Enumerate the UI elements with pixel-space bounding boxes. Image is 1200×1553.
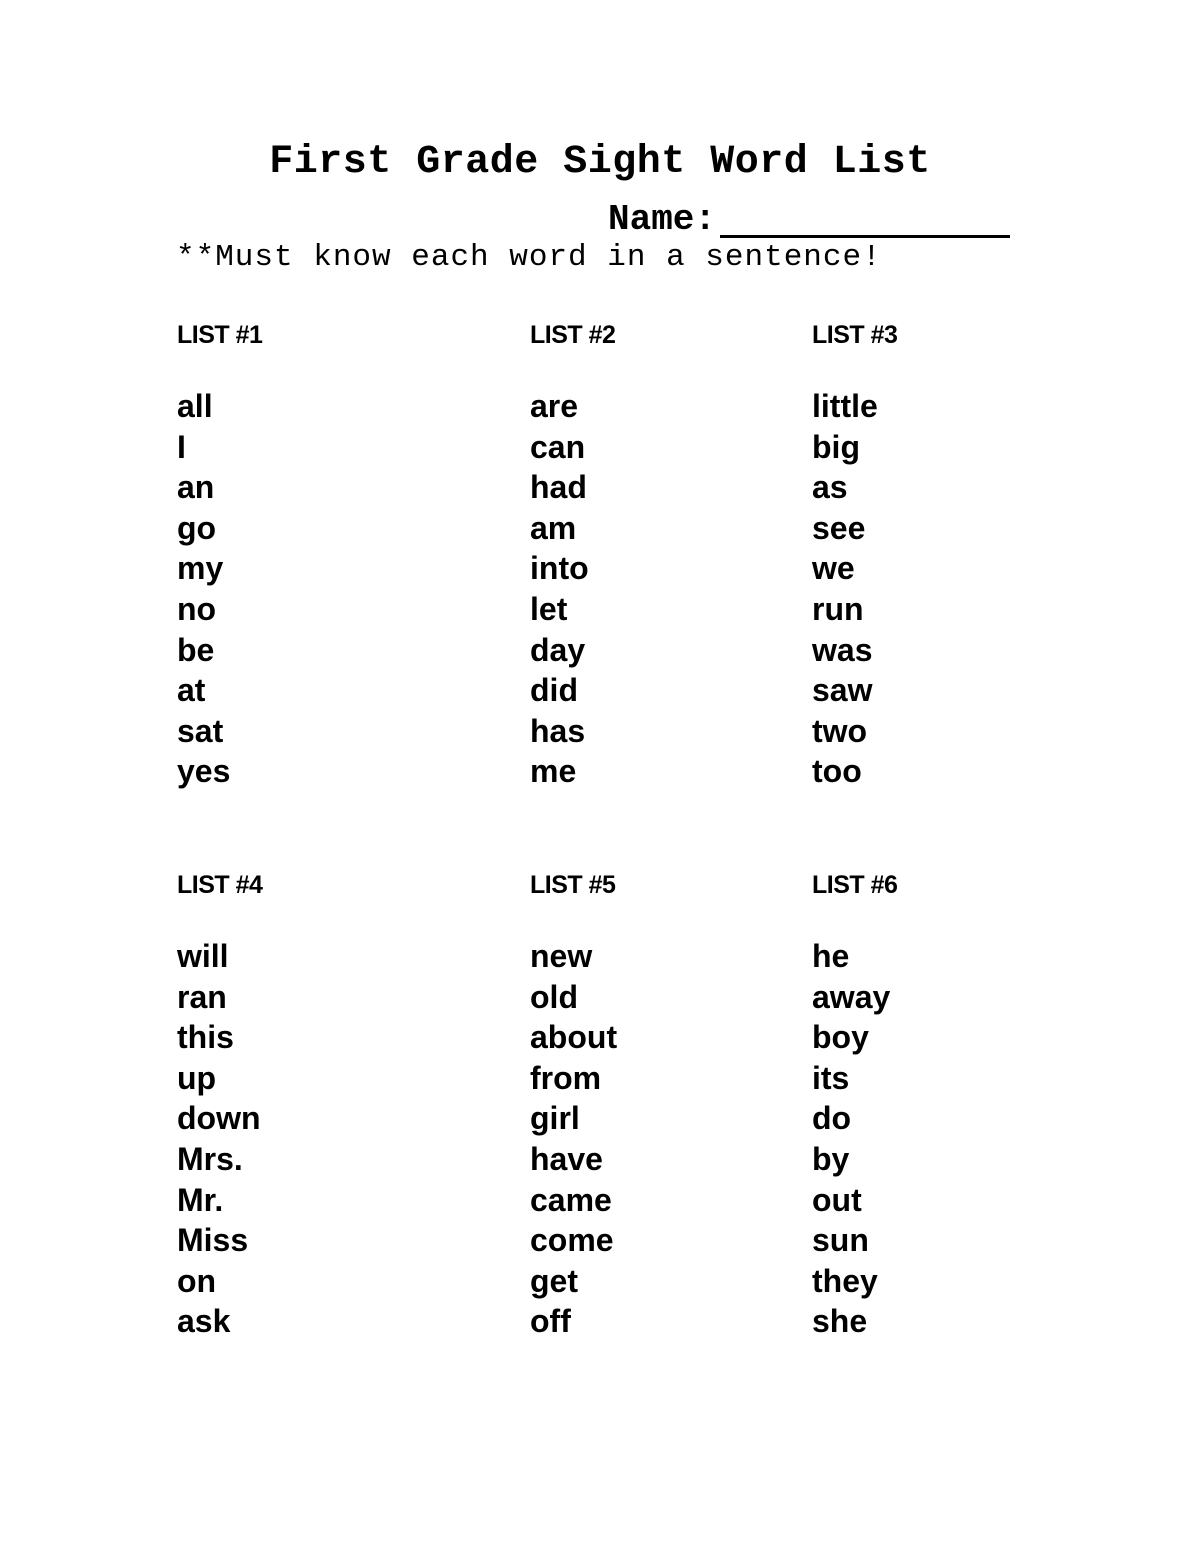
list-item: ask: [177, 1303, 231, 1340]
list-item: be: [177, 631, 215, 668]
list-item: this: [177, 1019, 234, 1056]
word-items: [812, 386, 897, 792]
list-title: LIST #5: [530, 871, 616, 899]
list-item: no: [177, 590, 217, 627]
word-list-3: [812, 320, 897, 792]
word-list-4: [177, 870, 262, 1342]
name-label: Name:: [608, 199, 717, 240]
list-item: as: [812, 469, 848, 506]
word-items: [812, 936, 897, 1342]
list-item: go: [177, 509, 217, 546]
list-item: at: [177, 672, 206, 709]
list-item: yes: [177, 753, 231, 790]
list-item: let: [530, 590, 568, 627]
list-item: Mrs.: [177, 1140, 243, 1177]
list-item: will: [177, 938, 229, 974]
list-item: come: [530, 1222, 614, 1259]
list-item: by: [812, 1140, 850, 1177]
list-item: do: [812, 1100, 852, 1137]
list-item: new: [530, 938, 593, 974]
list-item: was: [812, 631, 873, 668]
word-items: [530, 386, 615, 792]
list-title: LIST #6: [812, 871, 898, 899]
list-item: we: [812, 550, 855, 587]
list-item: little: [812, 388, 878, 424]
list-item: she: [812, 1303, 868, 1340]
instruction-text: **Must know each word in a sentence!: [176, 240, 882, 275]
list-item: too: [812, 753, 862, 790]
list-item: have: [530, 1140, 603, 1177]
list-item: sun: [812, 1222, 869, 1259]
list-item: me: [530, 753, 577, 790]
list-item: down: [177, 1100, 261, 1137]
list-item: two: [812, 712, 868, 749]
word-list-5: [530, 870, 617, 1342]
list-item: away: [812, 978, 891, 1015]
list-item: girl: [530, 1100, 580, 1137]
list-title: LIST #3: [812, 321, 898, 349]
list-item: my: [177, 550, 224, 587]
word-list-1: [177, 320, 262, 792]
list-item: about: [530, 1019, 618, 1056]
word-items: [530, 936, 617, 1342]
list-item: had: [530, 469, 587, 506]
word-list-2: [530, 320, 615, 792]
list-item: get: [530, 1262, 578, 1299]
list-item: see: [812, 509, 866, 546]
list-item: Mr.: [177, 1181, 224, 1218]
list-item: out: [812, 1181, 862, 1218]
list-item: am: [530, 509, 577, 546]
name-field: [608, 192, 1010, 242]
list-item: ran: [177, 978, 227, 1015]
list-item: off: [530, 1303, 571, 1340]
list-item: big: [812, 428, 860, 465]
list-item: Miss: [177, 1222, 249, 1259]
list-item: its: [812, 1059, 850, 1096]
page-title: First Grade Sight Word List: [269, 140, 931, 185]
list-item: I: [177, 428, 186, 465]
word-list-6: [812, 870, 897, 1342]
list-item: all: [177, 388, 213, 424]
list-title: LIST #1: [177, 321, 263, 349]
list-item: boy: [812, 1019, 869, 1056]
list-title: LIST #2: [530, 321, 616, 349]
list-item: has: [530, 712, 586, 749]
list-item: on: [177, 1262, 217, 1299]
list-item: came: [530, 1181, 612, 1218]
list-item: are: [530, 388, 579, 424]
list-item: an: [177, 469, 215, 506]
list-item: did: [530, 672, 578, 709]
word-items: [177, 936, 262, 1342]
list-item: day: [530, 631, 586, 668]
word-items: [177, 386, 262, 792]
list-item: old: [530, 978, 578, 1015]
list-item: up: [177, 1059, 217, 1096]
list-item: into: [530, 550, 589, 587]
list-item: run: [812, 590, 864, 627]
list-title: LIST #4: [177, 871, 263, 899]
list-item: can: [530, 428, 586, 465]
list-item: from: [530, 1059, 602, 1096]
list-item: sat: [177, 712, 224, 749]
list-item: they: [812, 1262, 878, 1299]
list-item: saw: [812, 672, 873, 709]
list-item: he: [812, 938, 850, 974]
